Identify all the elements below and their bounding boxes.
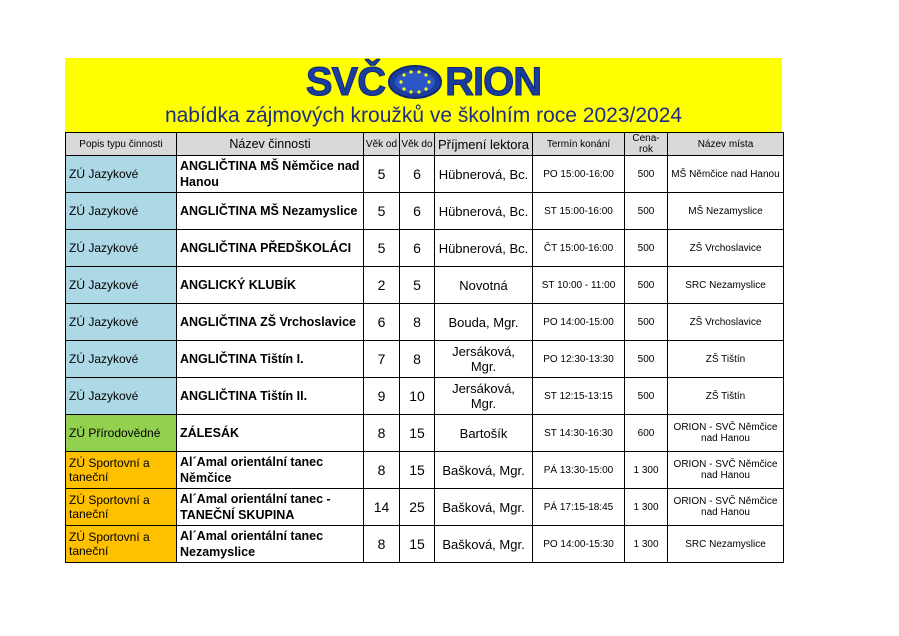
row-price: 500 bbox=[625, 304, 668, 341]
table-row bbox=[66, 526, 784, 563]
row-age-from: 2 bbox=[364, 267, 400, 304]
row-age-from: 7 bbox=[364, 341, 400, 378]
row-time: ST 15:00-16:00 bbox=[533, 193, 625, 230]
table-row bbox=[66, 378, 784, 415]
row-price: 1 300 bbox=[625, 489, 668, 526]
activities-table bbox=[65, 132, 784, 563]
row-lector: Bašková, Mgr. bbox=[435, 452, 533, 489]
row-price: 1 300 bbox=[625, 526, 668, 563]
row-age-from: 9 bbox=[364, 378, 400, 415]
row-time: ST 10:00 - 11:00 bbox=[533, 267, 625, 304]
row-type: ZÚ Jazykové bbox=[66, 304, 177, 341]
row-price: 500 bbox=[625, 156, 668, 193]
row-activity-name: ANGLIČTINA Tištín II. bbox=[177, 378, 364, 415]
row-age-to: 15 bbox=[400, 526, 435, 563]
table-row bbox=[66, 489, 784, 526]
row-price: 600 bbox=[625, 415, 668, 452]
table-row bbox=[66, 193, 784, 230]
row-activity-name: ANGLIČTINA MŠ Nezamyslice bbox=[177, 193, 364, 230]
col-header-time: Termín konání bbox=[533, 133, 625, 156]
col-header-age-from: Věk od bbox=[364, 133, 400, 156]
row-place: ORION - SVČ Němčice nad Hanou bbox=[668, 489, 784, 526]
row-type: ZÚ Jazykové bbox=[66, 267, 177, 304]
row-age-to: 15 bbox=[400, 415, 435, 452]
page-title: nabídka zájmových kroužků ve školním roce 2023/2024 bbox=[164, 104, 683, 127]
row-lector: Hübnerová, Bc. bbox=[435, 230, 533, 267]
row-price: 500 bbox=[625, 341, 668, 378]
row-place: MŠ Nezamyslice bbox=[668, 193, 784, 230]
row-type: ZÚ Sportovní a taneční bbox=[66, 452, 177, 489]
row-lector: Hübnerová, Bc. bbox=[435, 193, 533, 230]
row-place: ZŠ Vrchoslavice bbox=[668, 304, 784, 341]
table-row bbox=[66, 341, 784, 378]
row-activity-name: ANGLICKÝ KLUBÍK bbox=[177, 267, 364, 304]
row-place: SRC Nezamyslice bbox=[668, 526, 784, 563]
row-price: 1 300 bbox=[625, 452, 668, 489]
table-header-row bbox=[66, 133, 784, 156]
row-age-from: 5 bbox=[364, 230, 400, 267]
row-lector: Bartošík bbox=[435, 415, 533, 452]
row-time: PO 12:30-13:30 bbox=[533, 341, 625, 378]
row-place: ORION - SVČ Němčice nad Hanou bbox=[668, 452, 784, 489]
row-age-from: 6 bbox=[364, 304, 400, 341]
row-type: ZÚ Jazykové bbox=[66, 193, 177, 230]
row-age-from: 5 bbox=[364, 156, 400, 193]
row-time: ST 12:15-13:15 bbox=[533, 378, 625, 415]
row-time: PO 14:00-15:00 bbox=[533, 304, 625, 341]
row-age-to: 8 bbox=[400, 341, 435, 378]
row-age-to: 6 bbox=[400, 230, 435, 267]
row-place: ZŠ Tištín bbox=[668, 378, 784, 415]
col-header-name: Název činnosti bbox=[177, 133, 364, 156]
globe-stars-icon bbox=[387, 64, 443, 100]
col-header-price: Cena- rok bbox=[625, 133, 668, 156]
col-header-type: Popis typu činnosti bbox=[66, 133, 177, 156]
row-activity-name: ANGLIČTINA ZŠ Vrchoslavice bbox=[177, 304, 364, 341]
table-row bbox=[66, 156, 784, 193]
table-row bbox=[66, 267, 784, 304]
row-type: ZÚ Sportovní a taneční bbox=[66, 489, 177, 526]
row-place: ZŠ Vrchoslavice bbox=[668, 230, 784, 267]
row-activity-name: ANGLIČTINA Tištín I. bbox=[177, 341, 364, 378]
row-activity-name: Al´Amal orientální tanec - TANEČNÍ SKUPINA bbox=[177, 489, 364, 526]
row-age-to: 5 bbox=[400, 267, 435, 304]
row-time: ČT 15:00-16:00 bbox=[533, 230, 625, 267]
row-time: PÁ 13:30-15:00 bbox=[533, 452, 625, 489]
row-age-to: 25 bbox=[400, 489, 435, 526]
row-lector: Hübnerová, Bc. bbox=[435, 156, 533, 193]
row-place: MŠ Němčice nad Hanou bbox=[668, 156, 784, 193]
row-age-from: 5 bbox=[364, 193, 400, 230]
row-activity-name: Al´Amal orientální tanec Němčice bbox=[177, 452, 364, 489]
svc-orion-logo bbox=[65, 60, 782, 104]
row-place: ZŠ Tištín bbox=[668, 341, 784, 378]
row-age-to: 6 bbox=[400, 193, 435, 230]
row-price: 500 bbox=[625, 193, 668, 230]
row-activity-name: Al´Amal orientální tanec Nezamyslice bbox=[177, 526, 364, 563]
row-time: ST 14:30-16:30 bbox=[533, 415, 625, 452]
row-activity-name: ANGLIČTINA PŘEDŠKOLÁCI bbox=[177, 230, 364, 267]
col-header-age-to: Věk do bbox=[400, 133, 435, 156]
row-time: PO 14:00-15:30 bbox=[533, 526, 625, 563]
row-lector: Bouda, Mgr. bbox=[435, 304, 533, 341]
row-age-from: 8 bbox=[364, 415, 400, 452]
row-age-to: 6 bbox=[400, 156, 435, 193]
row-age-from: 8 bbox=[364, 452, 400, 489]
row-age-to: 15 bbox=[400, 452, 435, 489]
row-type: ZÚ Sportovní a taneční bbox=[66, 526, 177, 563]
row-type: ZÚ Jazykové bbox=[66, 341, 177, 378]
header-banner bbox=[65, 58, 782, 132]
table-row bbox=[66, 230, 784, 267]
table-row bbox=[66, 415, 784, 452]
row-price: 500 bbox=[625, 267, 668, 304]
row-age-to: 10 bbox=[400, 378, 435, 415]
row-lector: Jersáková, Mgr. bbox=[435, 341, 533, 378]
row-lector: Bašková, Mgr. bbox=[435, 526, 533, 563]
row-activity-name: ZÁLESÁK bbox=[177, 415, 364, 452]
row-lector: Novotná bbox=[435, 267, 533, 304]
row-place: ORION - SVČ Němčice nad Hanou bbox=[668, 415, 784, 452]
row-activity-name: ANGLIČTINA MŠ Němčice nad Hanou bbox=[177, 156, 364, 193]
row-price: 500 bbox=[625, 378, 668, 415]
row-age-from: 8 bbox=[364, 526, 400, 563]
row-age-from: 14 bbox=[364, 489, 400, 526]
col-header-place: Název místa bbox=[668, 133, 784, 156]
row-lector: Jersáková, Mgr. bbox=[435, 378, 533, 415]
col-header-lector: Příjmení lektora bbox=[435, 133, 533, 156]
row-place: SRC Nezamyslice bbox=[668, 267, 784, 304]
logo-text-right: RION bbox=[445, 60, 542, 104]
row-type: ZÚ Jazykové bbox=[66, 230, 177, 267]
row-price: 500 bbox=[625, 230, 668, 267]
table-row bbox=[66, 452, 784, 489]
row-age-to: 8 bbox=[400, 304, 435, 341]
row-time: PÁ 17:15-18:45 bbox=[533, 489, 625, 526]
row-type: ZÚ Jazykové bbox=[66, 378, 177, 415]
logo-text-left: SVČ bbox=[305, 60, 386, 104]
row-time: PO 15:00-16:00 bbox=[533, 156, 625, 193]
row-type: ZÚ Přírodovědné bbox=[66, 415, 177, 452]
row-lector: Bašková, Mgr. bbox=[435, 489, 533, 526]
table-row bbox=[66, 304, 784, 341]
row-type: ZÚ Jazykové bbox=[66, 156, 177, 193]
